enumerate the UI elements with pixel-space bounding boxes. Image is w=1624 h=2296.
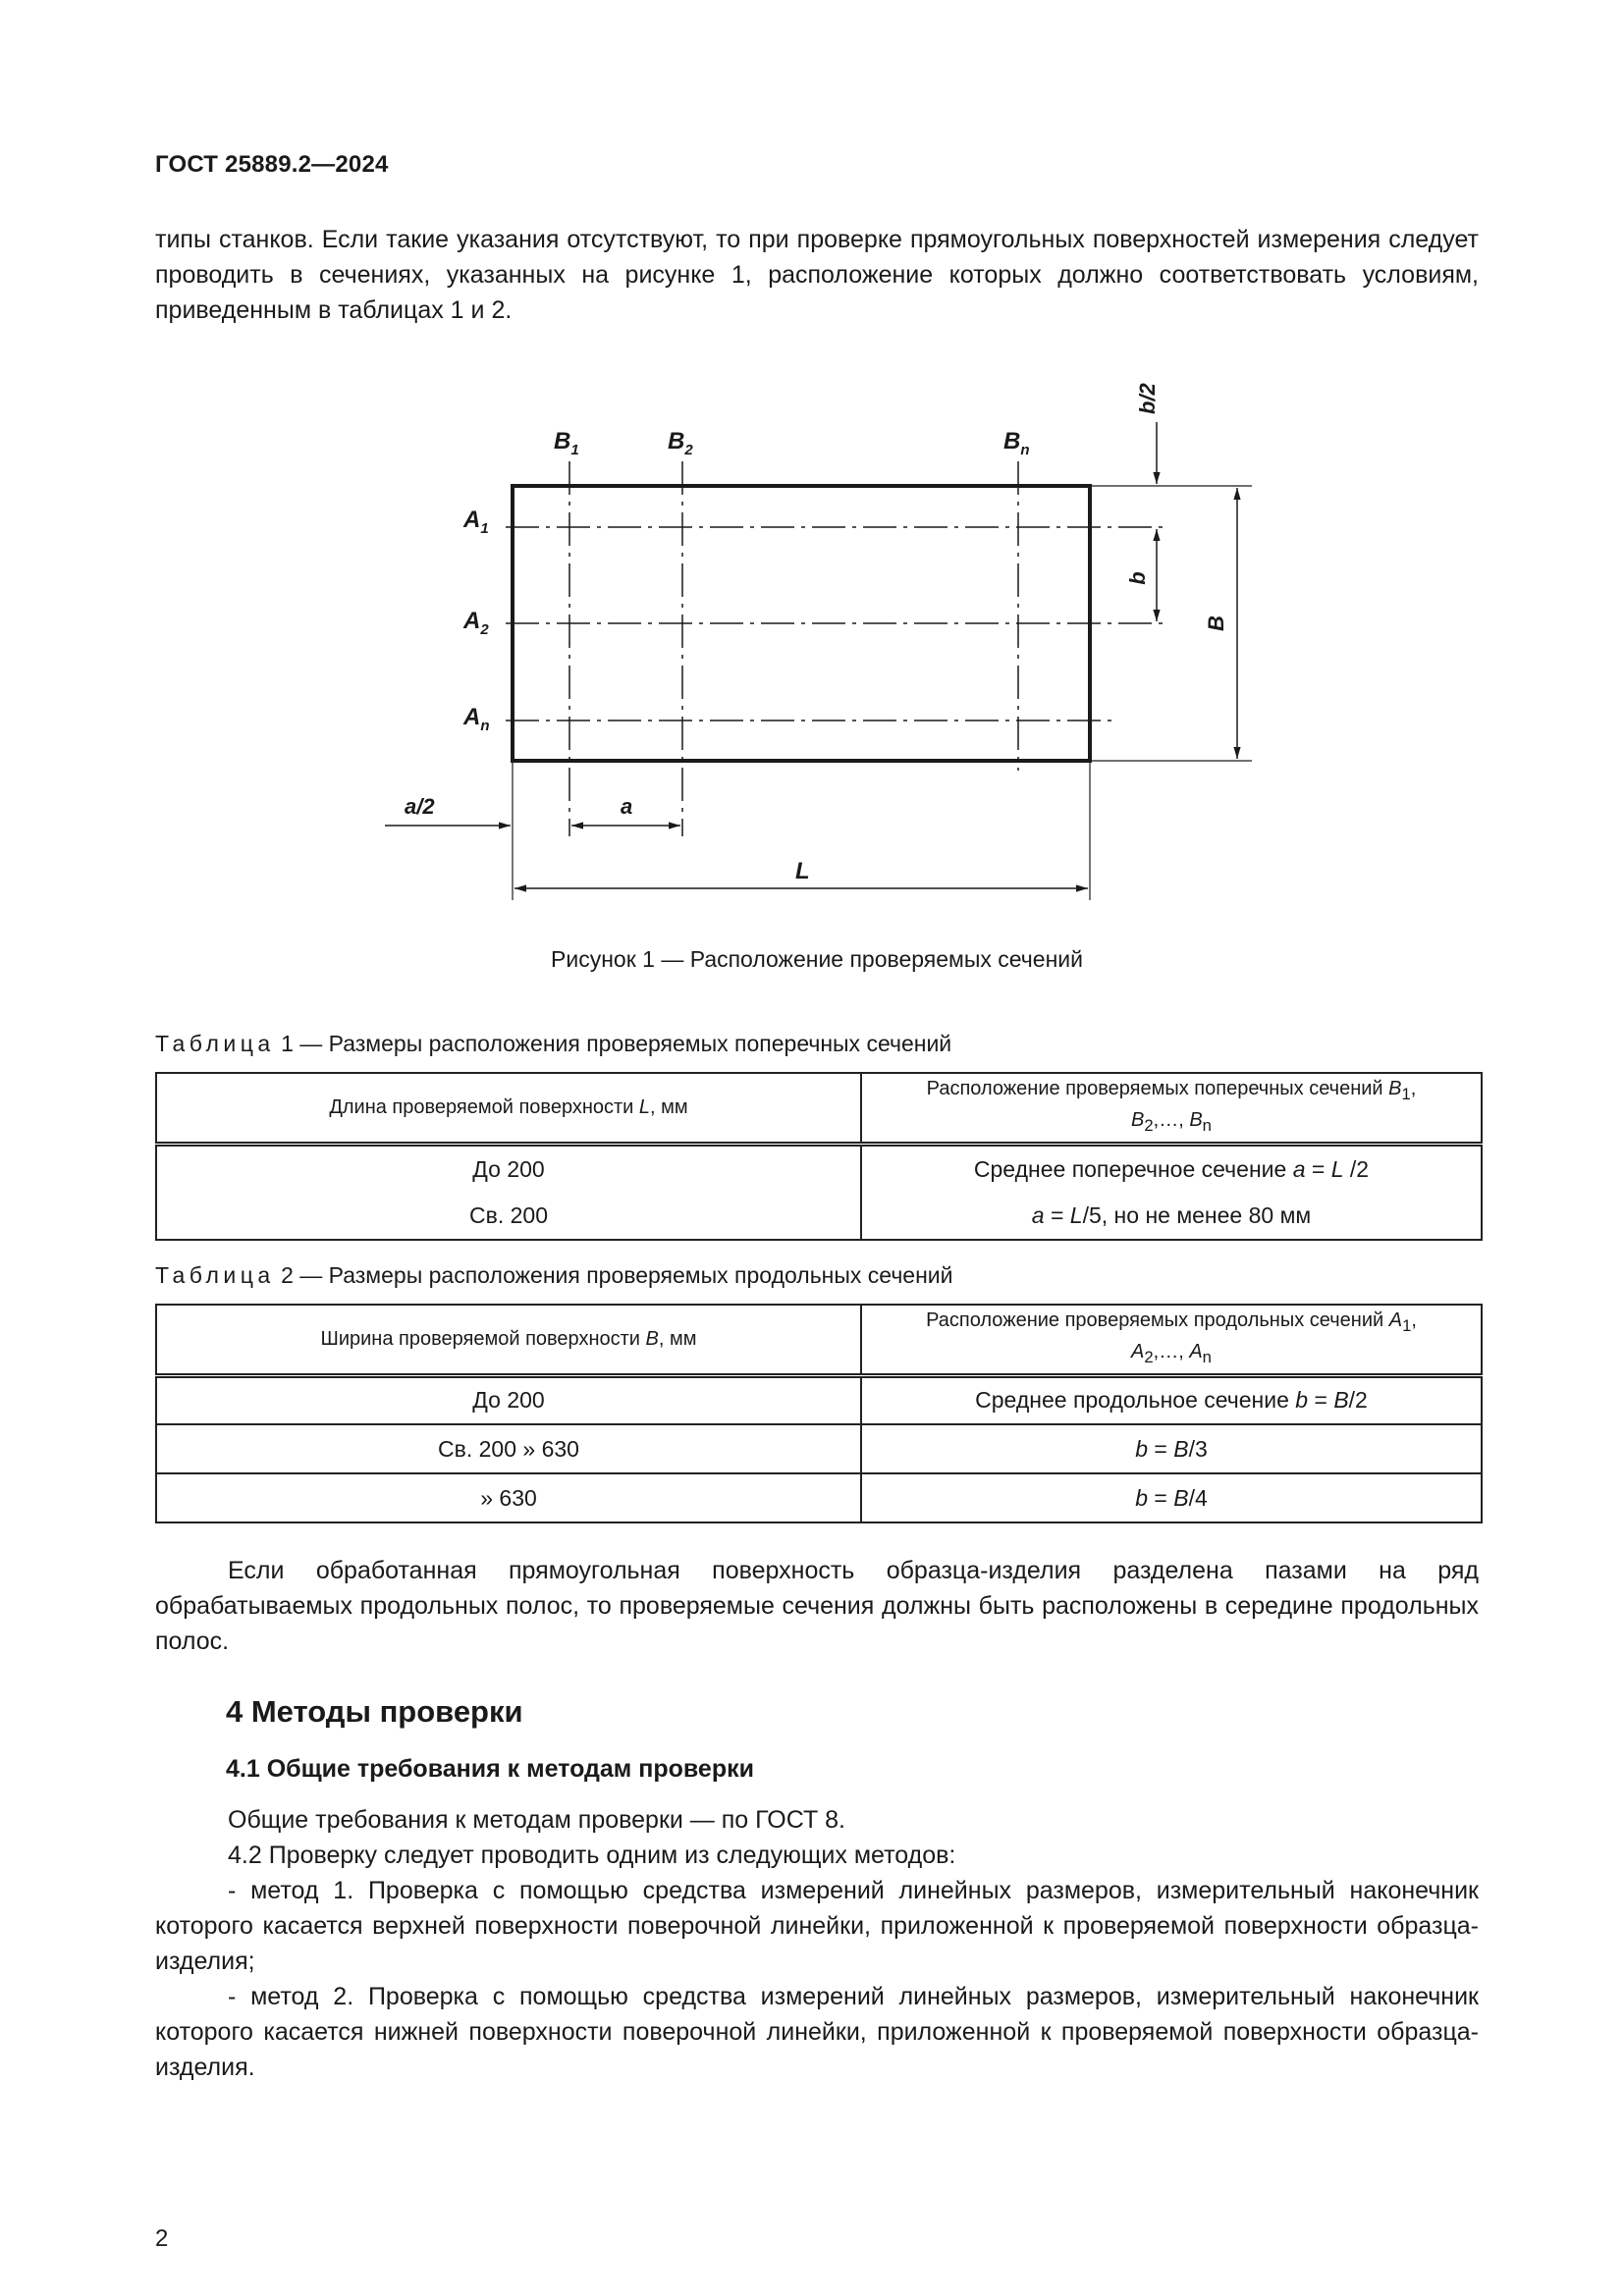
section-4-title: 4 Методы проверки: [226, 1694, 523, 1729]
table-1-caption: Таблица 1 — Размеры расположения проверяемых поперечных сечений: [155, 1031, 952, 1056]
section-4-2-text: 4.2 Проверку следует проводить одним из следующих методов:: [228, 1842, 956, 1869]
label-A2: $A_2$: [463, 608, 489, 638]
figure-caption: Рисунок 1 — Расположение проверяемых сечений: [551, 946, 1083, 972]
table-2-caption: Таблица 2 — Размеры расположения проверяемых продольных сечений: [155, 1262, 953, 1288]
label-b: b: [1125, 571, 1150, 585]
table-2: [155, 1304, 1483, 1523]
label-A1: $A_1$: [463, 507, 489, 537]
table-row: До 200 Среднее продольное сечение b = B/2: [156, 1375, 1482, 1424]
section-4-1-title: 4.1 Общие требования к методам проверки: [226, 1755, 754, 1783]
label-b-half: b/2: [1135, 383, 1160, 414]
table-1-header-col2: Расположение проверяемых поперечных сечений $B_1$, $B_2,\dots$, $B_n$: [861, 1073, 1482, 1144]
table-2-header-col2: Расположение проверяемых продольных сечений $A_1$, $A_2,\dots$, $A_n$: [861, 1305, 1482, 1375]
label-a-half: a/2: [405, 794, 435, 819]
label-L: L: [795, 858, 810, 884]
after-tables-paragraph: Если обработанная прямоугольная поверхность образца-изделия разделена пазами на ряд обрабатываемых продольных полос, то проверяемые сечения должны быть расположены в середине продольных полос.: [155, 1557, 1479, 1655]
document-header: ГОСТ 25889.2—2024: [155, 151, 389, 178]
intro-paragraph: типы станков. Если такие указания отсутствуют, то при проверке прямоугольных поверхностей измерения следует проводить в сечениях, указанных на рисунке 1, расположение которых должно соответствовать условиям, приведенным в таблицах 1 и 2.: [155, 226, 1479, 324]
table-row: » 630 b = B/4: [156, 1473, 1482, 1522]
method-2-text: - метод 2. Проверка с помощью средства измерений линейных размеров, измерительный наконечник которого касается нижней поверхности поверочной линейки, приложенной к проверяемой поверхности образца-изделия.: [155, 1983, 1479, 2081]
label-B2: $B_2$: [668, 428, 693, 458]
method-1-text: - метод 1. Проверка с помощью средства измерений линейных размеров, измерительный наконечник которого касается верхней поверхности поверочной линейки, приложенной к проверяемой поверхности образца-изделия;: [155, 1877, 1479, 1975]
label-B1: $B_1$: [554, 428, 579, 458]
section-4-1-text: Общие требования к методам проверки — по ГОСТ 8.: [228, 1806, 846, 1834]
table-row: Св. 200 a = L/5, но не менее 80 мм: [156, 1193, 1482, 1240]
table-row: До 200 Среднее поперечное сечение a = L /2: [156, 1144, 1482, 1193]
table-1-header-col1: Длина проверяемой поверхности L, мм: [156, 1073, 861, 1144]
label-B: B: [1204, 615, 1228, 631]
table-2-header-col1: Ширина проверяемой поверхности B, мм: [156, 1305, 861, 1375]
table-1: [155, 1072, 1483, 1241]
label-An: $A_n$: [463, 704, 490, 734]
table-row: Св. 200 » 630 b = B/3: [156, 1424, 1482, 1473]
figure-1-diagram: [373, 358, 1257, 923]
label-Bn: $B_n$: [1003, 428, 1030, 458]
page-number: 2: [155, 2225, 169, 2252]
label-a: a: [621, 794, 633, 819]
